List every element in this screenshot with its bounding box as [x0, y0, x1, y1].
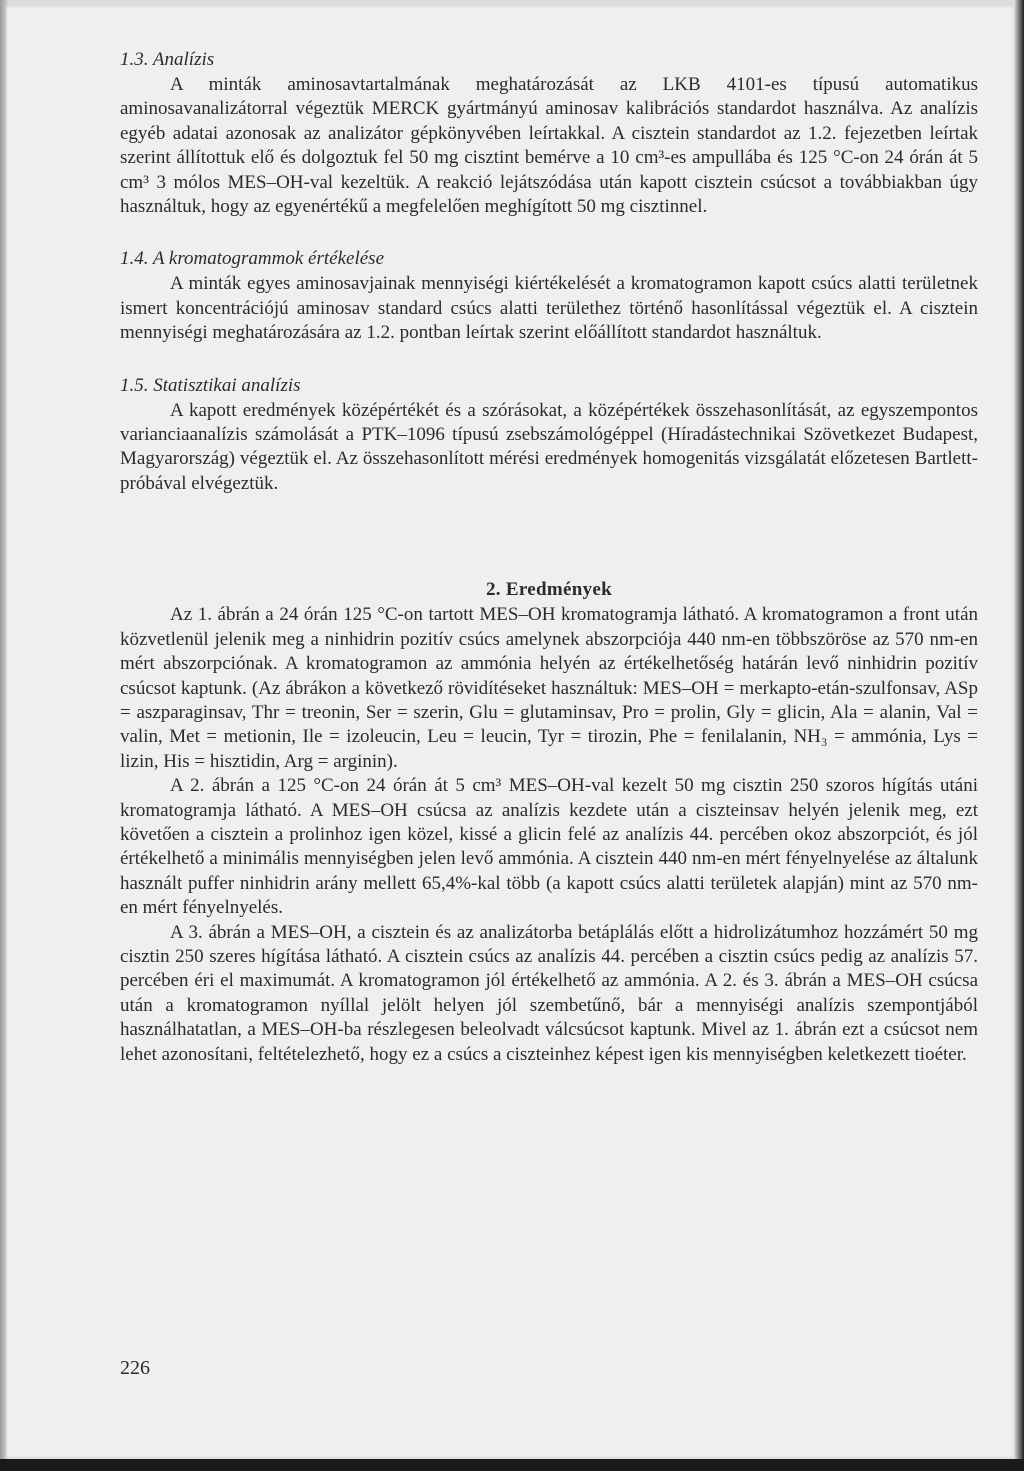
section-text-chromatogram-evaluation: A minták egyes aminosavjainak mennyiségi kiértékelését a kromatogramon kapott csúcs alatti területnek ismert koncentrációjú aminosav standard csúcs alatti területhez történő hasonlítással végeztük el. A cisztein mennyiségi meghatározására az 1.2. pontban leírtak szerint előállított standardot használtuk.	[120, 273, 978, 344]
section-gap	[120, 219, 978, 247]
scan-bottom-edge	[0, 1459, 1024, 1471]
results-paragraph: A 3. ábrán a MES–OH, a cisztein és az analizátorba betáplálás előtt a hidrolizátumhoz hozzámért 50 mg cisztin 250 szeres hígítása látható. A cisztein csúcs az analízis 44. percében a cisztin csúcs pedig az analízis 57. percében éri el maximumát. A kromatogramon jól értékelhető az ammónia. A 2. és 3. ábrán a MES–OH csúcsa után a kromatogramon nyíllal jelölt helyen jól szembetűnő, bár a mennyiségi analízis szempontjából használhatatlan, a MES–OH-ba részlegesen beleolvadt válcsúcsot kaptunk. Mivel az 1. ábrán ezt a csúcsot nem lehet azonosítani, feltételezhető, hogy ez a csúcs a ciszteinhez képest igen kis mennyiségben keletkezett tioéter.	[120, 921, 978, 1065]
section-gap	[120, 346, 978, 374]
section-heading-statistics: 1.5. Statisztikai analízis	[120, 374, 301, 396]
page-number: 226	[120, 1357, 150, 1379]
section-text-analysis: A minták aminosavtartalmának meghatározását az LKB 4101-es típusú automatikus aminosavanalizátorral végeztük MERCK gyártmányú aminosav kalibrációs standardot használva. Az analízis egyéb adatai azonosak az analizátor gépkönyvében leírtakkal. A cisztein standardot az 1.2. fejezetben leírtak szerint állítottuk elő és dolgoztuk fel 50 mg cisztint bemérve a 10 cm³-es ampullába és 125 °C-on 24 órán át 5 cm³ 3 mólos MES–OH-val kezeltük. A reakció lejátszódása után kapott cisztein csúcsot a továbbiakban úgy használtuk, hogy az egyenértékű a megfelelően meghígított 50 mg cisztinnel.	[120, 74, 978, 218]
section-heading-chromatogram-evaluation: 1.4. A kromatogrammok értékelése	[120, 248, 385, 270]
scan-right-edge	[1015, 0, 1024, 1471]
page-content	[120, 48, 978, 1067]
results-title: 2. Eredmények	[486, 579, 612, 601]
results-paragraph: A 2. ábrán a 125 °C-on 24 órán át 5 cm³ MES–OH-val kezelt 50 mg cisztin 250 szoros hígítás utáni kromatogramja látható. A MES–OH csúcsa az analízis kezdete után a ciszteinsav helyén jelenik meg, ezt követően a cisztein a prolinhoz igen közel, kissé a glicin felé az analízis 44. percében okoz abszorpciót, és jól értékelhető a minimális mennyiségben jelen levő ammónia. A cisztein 440 nm-en mért fényelnyelése az általunk használt puffer ninhidrin arány mellett 65,4%-kal több (a kapott csúcs alatti területek alapján) mint az 570 nm-en mért fényelnyelés.	[120, 775, 978, 919]
section-gap	[120, 496, 978, 578]
section-text-statistics: A kapott eredmények középértékét és a szórásokat, a középértékek összehasonlítását, az egyszempontos varianciaanalízis számolását a PTK–1096 típusú zsebszámológéppel (Híradástechnikai Szövetkezet Budapest, Magyarország) végeztük el. Az összehasonlított mérési eredmények homogenitás vizsgálatát előzetesen Bartlett-próbával elvégeztük.	[120, 399, 978, 494]
results-paragraph: Az 1. ábrán a 24 órán 125 °C-on tartott MES–OH kromatogramja látható. A kromatogramon a front után közvetlenül jelenik meg a ninhidrin pozitív csúcs amelynek abszorpciója 440 nm-en többszöröse az 570 nm-en mért abszorpciónak. A kromatogramon az ammónia helyén az értékelhetőség határán levő ninhidrin pozitív csúcsot kaptunk. (Az ábrákon a következő rövidítéseket használtuk: MES–OH = merkapto-etán-szulfonsav, ASp = aszparaginsav, Thr = treonin, Ser = szerin, Glu = glutaminsav, Pro = prolin, Gly = glicin, Ala = alanin, Val = valin, Met = metionin, Ile = izoleucin, Leu = leucin, Tyr = tirozin, Phe = fenilalanin, NH₃ = ammónia, Lys = lizin, His = hisztidin, Arg = arginin).	[120, 604, 978, 772]
section-heading-analysis: 1.3. Analízis	[120, 49, 215, 70]
